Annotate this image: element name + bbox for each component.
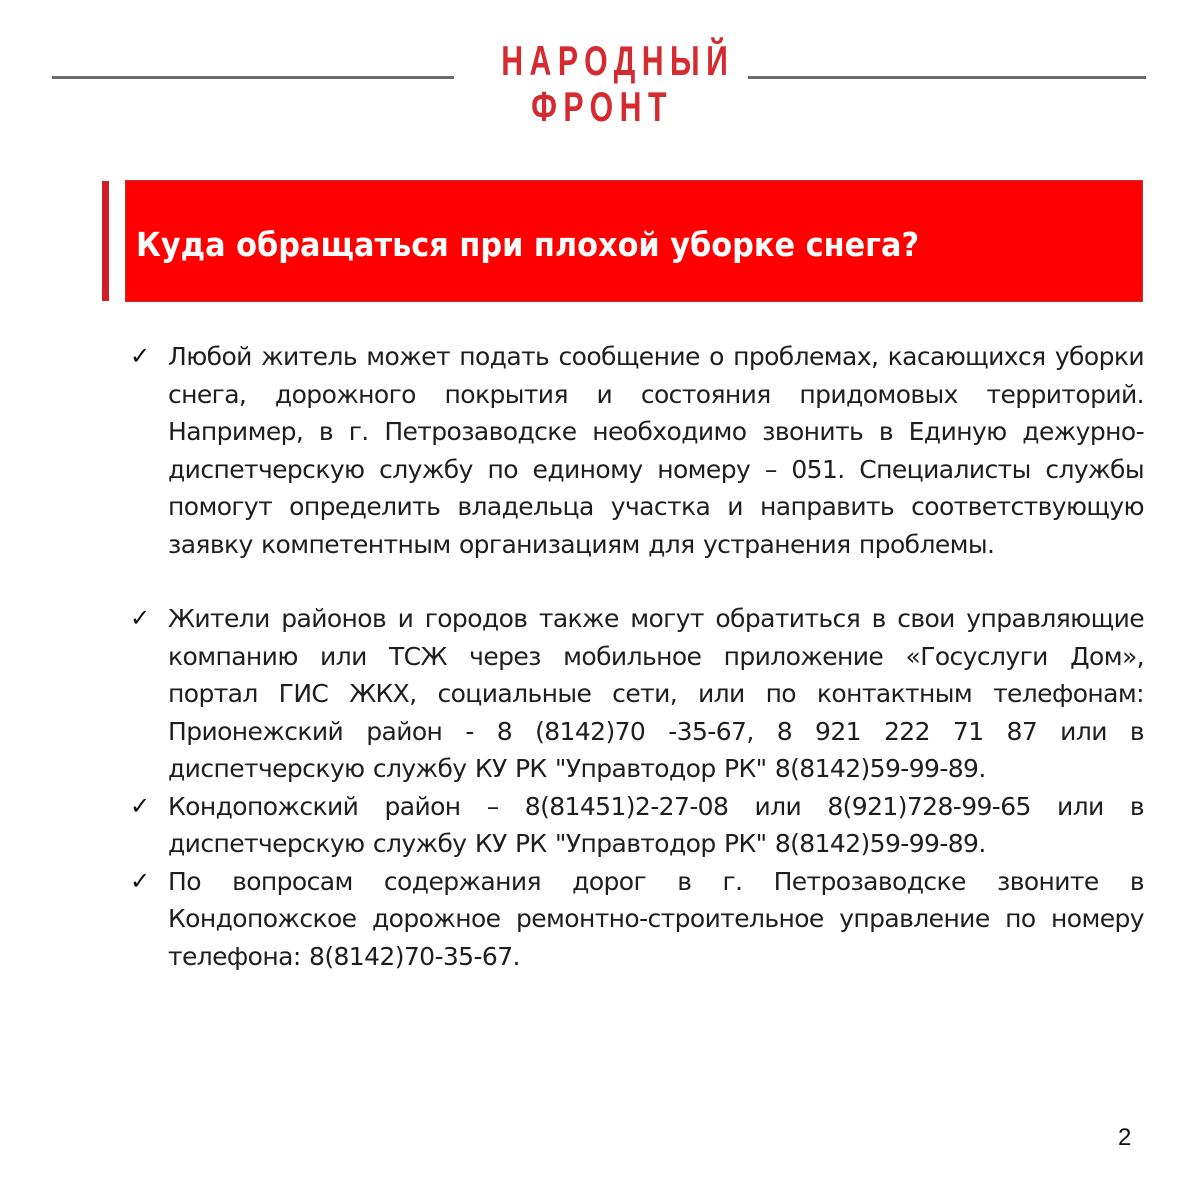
checkmark-icon: ✓: [130, 604, 151, 632]
header-divider-left: [52, 76, 454, 79]
logo-line-2: ФРОНТ: [531, 83, 673, 130]
page-title: Куда обращаться при плохой уборке снега?: [136, 225, 920, 264]
title-banner: [125, 180, 1143, 302]
checkmark-icon: ✓: [130, 866, 151, 895]
logo: [501, 37, 735, 130]
logo-line-1: НАРОДНЫЙ: [501, 37, 735, 84]
list-item-text: По вопросам содержания дорог в г. Петрозаводске звоните в Кондопожское дорожное ремонтно-строительное управление по номеру телефона: 8(8142)70-35-67.: [168, 866, 1144, 971]
list-item: [128, 338, 1144, 563]
title-accent-bar: [102, 181, 109, 301]
header-divider-right: [748, 76, 1146, 79]
bullet-list: [128, 338, 1144, 975]
checkmark-icon: ✓: [130, 342, 151, 370]
list-item-text: Кондопожский район – 8(81451)2-27-08 или 8(921)728-99-65 или в диспетчерскую службу КУ РК "Управтодор РК" 8(8142)59-99-89.: [168, 791, 1144, 858]
list-item: [128, 788, 1144, 863]
checkmark-icon: ✓: [130, 791, 151, 820]
list-item-text: Жители районов и городов также могут обратиться в свои управляющие компанию или ТСЖ через мобильное приложение «Госуслуги Дом», портал ГИС ЖКХ, социальные сети, или по контактным телефонам: Прионежский район - 8 (8142)70 -35-67, 8 921 222 71 87 или в диспетчерскую службу КУ РК "Управтодор РК" 8(8142)59-99-89.: [168, 604, 1144, 783]
list-item-text: Любой житель может подать сообщение о проблемах, касающихся уборки снега, дорожного покрытия и состояния придомовых территорий. Например, в г. Петрозаводске необходимо звонить в Единую дежурно-диспетчерскую службу по единому номеру – 051. Специалисты службы помогут определить владельца участка и направить соответствующую заявку компетентным организациям для устранения проблемы.: [168, 342, 1144, 559]
list-item: [128, 863, 1144, 976]
list-item: [128, 600, 1144, 788]
page-number: 2: [1118, 1124, 1132, 1151]
spacer: [128, 563, 1144, 600]
